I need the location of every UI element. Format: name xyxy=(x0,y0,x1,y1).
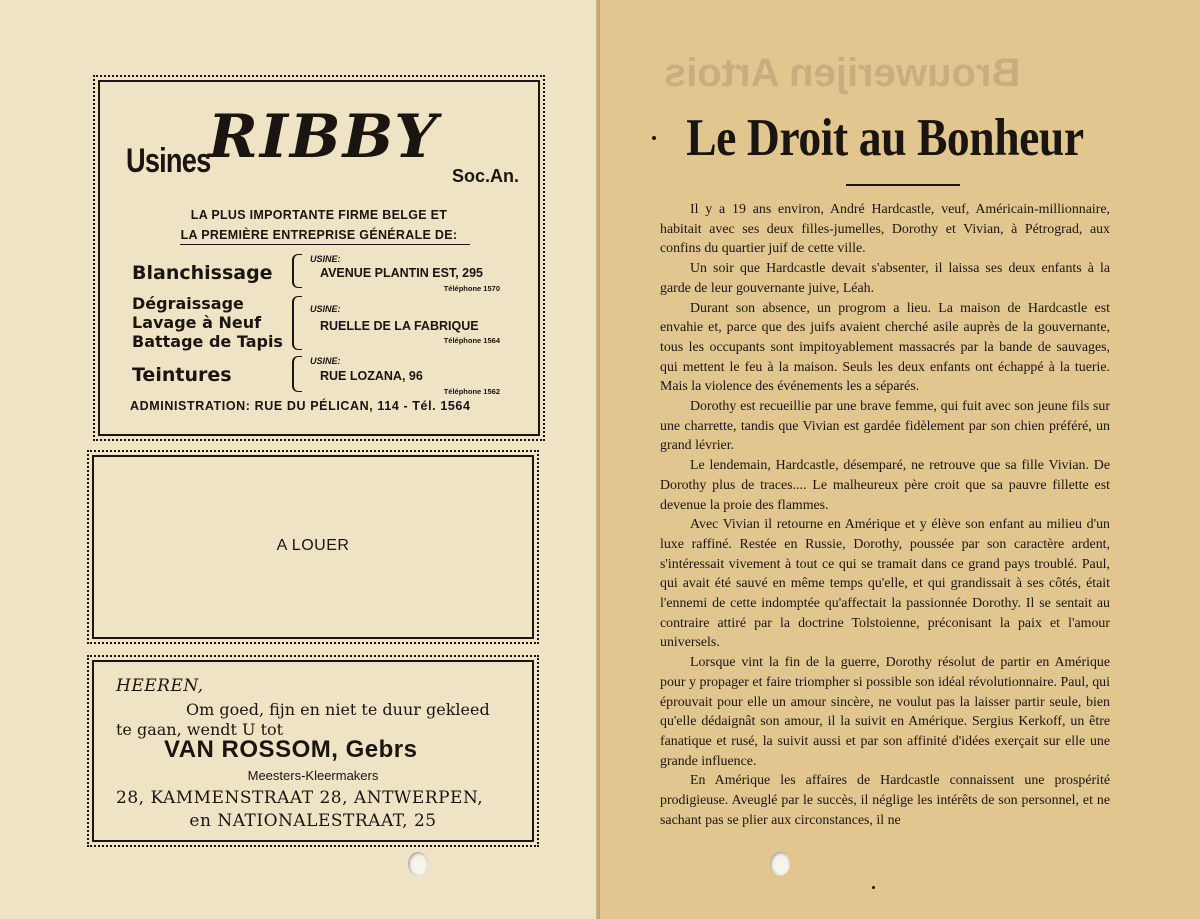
ribby-brand-row xyxy=(100,102,538,194)
tagline-line-1: LA PLUS IMPORTANTE FIRME BELGE ET xyxy=(190,208,448,222)
soc-an-label: Soc.An. xyxy=(452,166,520,186)
brace-1 xyxy=(292,254,302,288)
meesters-kleermakers: Meesters-Kleermakers xyxy=(247,768,379,783)
administration-line: ADMINISTRATION: RUE DU PÉLICAN, 114 - Tél. 1564 xyxy=(130,399,471,413)
usine-label-2: USINE: xyxy=(310,304,341,314)
tagline-line-2: LA PREMIÈRE ENTREPRISE GÉNÉRALE DE: xyxy=(180,228,458,242)
a-louer-advertisement xyxy=(92,455,534,639)
service-degraissage: Dégraissage xyxy=(132,294,244,313)
rossom-address-2: en NATIONALESTRAAT, 25 xyxy=(189,811,437,831)
brace-3 xyxy=(292,356,302,392)
bleed-through-text: Brouwerijen Artois xyxy=(664,51,1021,95)
usine-address-2: RUELLE DE LA FABRIQUE xyxy=(320,319,479,333)
rossom-line-1: Om goed, fijn en niet te duur gekleed xyxy=(186,700,490,719)
brace-2 xyxy=(292,296,302,350)
usine-phone-3: Téléphone 1562 xyxy=(443,387,500,396)
article-body xyxy=(660,200,1110,831)
tagline-underline xyxy=(180,244,470,245)
paragraph-4: Dorothy est recueillie par une brave femme, qui fuit avec son jeune fils sur une charrette, tandis que Vivian est gardée fidèlement par son chien préféré, un grand lévrier. xyxy=(660,399,1110,454)
paragraph-1: Il y a 19 ans environ, André Hardcastle, veuf, Américain-millionnaire, habitait avec ses deux filles-jumelles, Dorothy et Vivian, à Pétrograd, aux confins du quartier juif de cette ville. xyxy=(660,202,1110,257)
heeren-greeting: HEEREN, xyxy=(116,676,204,696)
service-blanchissage: Blanchissage xyxy=(132,262,273,284)
paragraph-6: Avec Vivian il retourne en Amérique et y élève son enfant au milieu d'un luxe raffiné. Restée en Russie, Dorothy, poussée par son caractère ardent, s'intéressait vivement à tout ce qui se tramait dans ce grand pays troublé. Paul, qui avait été sauvé en même temps qu'elle, et qui grandissait à ses côtés, était l'ennemi de cette indomptée qu'affectait la passionnée Dorothy. Il se sentait au contraire attiré par la doctrine Tolstoienne, préconisant la paix et l'amour universels. xyxy=(660,517,1110,651)
a-louer-text: A LOUER xyxy=(276,537,350,554)
punch-hole-left xyxy=(408,852,428,876)
paragraph-7: Lorsque vint la fin de la guerre, Dorothy résolut de partir en Amérique pour y propager et faire triompher si possible son idéal révolutionnaire. Paul, qui éprouvait pour elle un amour sincère, ne voulut pas la laisser partir seule, bien qu'elle dédaignât son amour, il la suivit en Amérique. Sergius Kerkoff, un être fanatique et rusé, la suivit aussi et par son affinité d'idées exerçait sur elle une grande influence. xyxy=(660,655,1110,769)
usine-address-1: AVENUE PLANTIN EST, 295 xyxy=(320,266,484,280)
article-title: Le Droit au Bonheur xyxy=(686,109,1084,167)
paper-speck xyxy=(872,886,875,889)
punch-hole-right xyxy=(770,852,790,876)
rossom-line-2: te gaan, wendt U tot xyxy=(116,720,284,739)
usine-phone-1: Téléphone 1570 xyxy=(443,284,500,293)
usine-label-1: USINE: xyxy=(310,254,341,264)
service-lavage: Lavage à Neuf xyxy=(132,313,262,332)
title-dot xyxy=(652,136,656,140)
van-rossom-advertisement xyxy=(92,660,534,842)
ribby-logo: RIBBY xyxy=(208,102,440,172)
ribby-advertisement xyxy=(98,80,540,436)
usines-label: Usines xyxy=(126,142,211,180)
van-rossom-name: VAN ROSSOM, Gebrs xyxy=(164,736,418,763)
service-battage: Battage de Tapis xyxy=(132,332,283,351)
usine-label-3: USINE: xyxy=(310,356,341,366)
paragraph-3: Durant son absence, un progrom a lieu. La maison de Hardcastle est envahie et, parce que des juifs avaient cherché asile auprès de la gouvernante, tous les occupants sont impitoyablement massacrés par la bande de sauvages, qui mettent le feu à la maison. Seuls les deux enfants ont échappé à la tuerie. Mais la violence des événements les a séparés. xyxy=(660,300,1110,395)
rossom-address-1: 28, KAMMENSTRAAT 28, ANTWERPEN, xyxy=(116,788,484,808)
paragraph-5: Le lendemain, Hardcastle, désemparé, ne retrouve que sa fille Vivian. De Dorothy plus de traces.... Le malheureux père croit que sa pauvre fillette est devenue la proie des flammes. xyxy=(660,458,1110,513)
service-teintures: Teintures xyxy=(132,364,232,386)
paragraph-2: Un soir que Hardcastle devait s'absenter, il laissa ses deux enfants à la garde de leur gouvernante juive, Léah. xyxy=(660,261,1110,296)
usine-phone-2: Téléphone 1564 xyxy=(443,336,500,345)
title-rule xyxy=(846,184,960,186)
usine-address-3: RUE LOZANA, 96 xyxy=(320,369,423,383)
paragraph-8: En Amérique les affaires de Hardcastle connaissent une prospérité prodigieuse. Aveuglé par le succès, il néglige les intérêts de son personnel, et ne sachant pas se plier aux circonstances, il ne xyxy=(660,773,1110,828)
